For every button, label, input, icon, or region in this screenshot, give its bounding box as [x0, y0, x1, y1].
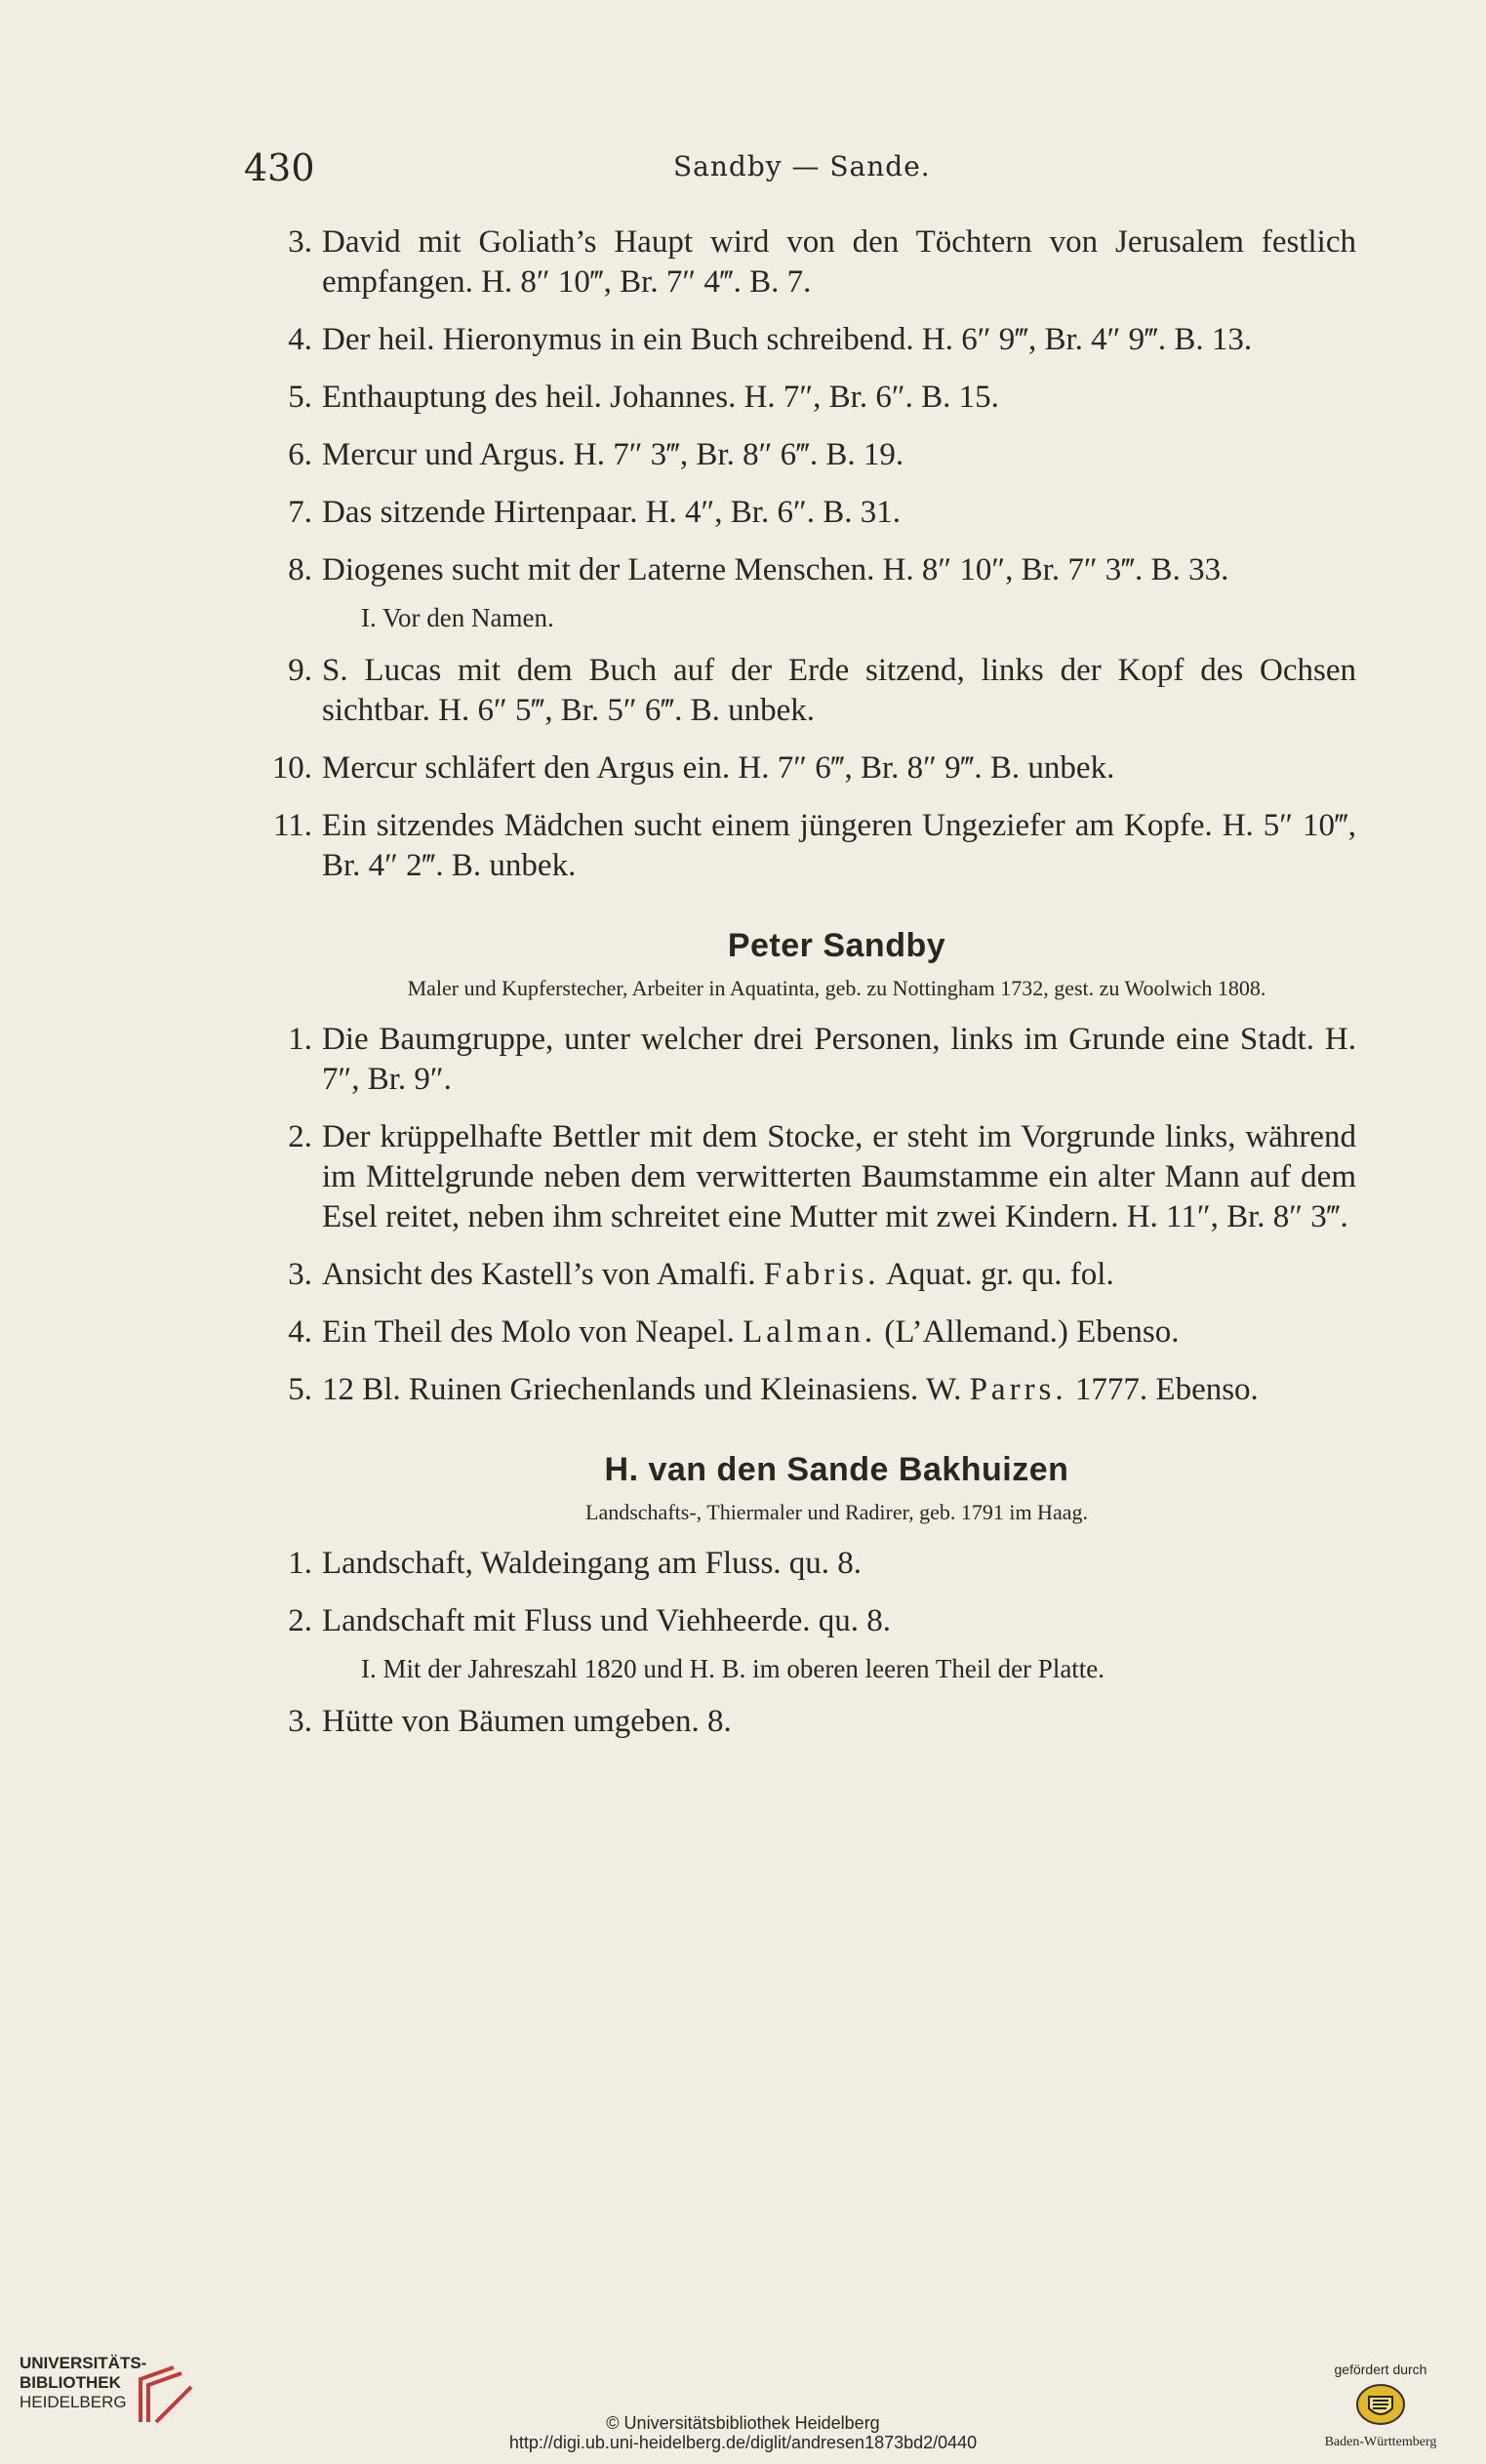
item-number: 7. — [288, 495, 312, 530]
list-item: 5. 12 Bl. Ruinen Griechenlands und Kleinasiens. W. Parrs. 1777. Ebenso. — [288, 1372, 1259, 1407]
section-title-sande-bakhuizen: H. van den Sande Bakhuizen — [604, 1451, 1069, 1488]
list-item — [259, 1020, 1356, 1100]
item-text: Landschaft mit Fluss und Viehheerde. qu. 8. — [322, 1603, 892, 1638]
footnote-a: I. Vor den Namen. — [361, 603, 554, 632]
item-number: 4. — [288, 322, 312, 357]
item-text: Das sitzende Hirtenpaar. H. 4″, Br. 6″. B. 31. — [322, 495, 901, 530]
item-number: 10. — [271, 750, 312, 786]
item-number: 3. — [288, 1704, 312, 1739]
item-number: 1. — [288, 1546, 312, 1581]
list-item — [259, 806, 1356, 886]
entry-list-sandby — [259, 1020, 1356, 1237]
list-item — [259, 550, 1356, 590]
item-text: S. Lucas mit dem Buch auf der Erde sitzend, links der Kopf des Ochsen sichtbar. H. 6″ 5‴, Br. 5″ 6‴. B. unbek. — [322, 653, 1356, 728]
running-head: Sandby — Sande. — [673, 150, 931, 182]
item-text: David mit Goliath’s Haupt wird von den Töchtern von Jerusalem festlich empfangen. H. 8″ 10‴, Br. 7″ 4‴. B. 7. — [322, 224, 1356, 300]
page-number: 430 — [244, 146, 315, 189]
source-url[interactable]: http://digi.ub.uni-heidelberg.de/diglit/andresen1873bd2/0440 — [508, 2433, 978, 2452]
item-text: Mercur schläfert den Argus ein. H. 7″ 6‴, Br. 8″ 9‴. B. unbek. — [322, 750, 1115, 786]
list-item — [259, 1117, 1356, 1237]
item-text: Enthauptung des heil. Johannes. H. 7″, Br. 6″. B. 15. — [322, 380, 999, 415]
artist-name: Fabris. — [763, 1257, 880, 1292]
entry-list-bakhuizen-cont — [259, 1702, 1356, 1742]
copyright-text: © Universitätsbibliothek Heidelberg — [606, 2413, 880, 2433]
section-subtitle-sande-bakhuizen: Landschafts-, Thiermaler und Radirer, geb. 1791 im Haag. — [585, 1500, 1088, 1524]
item-number: 6. — [288, 437, 312, 472]
item-number: 2. — [288, 1603, 312, 1638]
item-number: 9. — [288, 653, 312, 688]
item-number: 11. — [272, 808, 312, 843]
funder-block: gefördert durch Baden-Württemberg — [1324, 2362, 1437, 2449]
list-item — [259, 651, 1356, 731]
item-text: Diogenes sucht mit der Laterne Menschen. H. 8″ 10″, Br. 7″ 3‴. B. 33. — [322, 552, 1229, 587]
item-number: 8. — [288, 552, 312, 587]
list-item: 3. Ansicht des Kastell’s von Amalfi. Fabris. Aquat. gr. qu. fol. — [288, 1257, 1114, 1292]
item-number: 1. — [288, 1022, 312, 1057]
list-item — [259, 493, 1356, 533]
item-text: Ein sitzendes Mädchen sucht einem jüngeren Ungeziefer am Kopfe. H. 5″ 10‴, Br. 4″ 2‴. B. unbek. — [322, 808, 1356, 883]
section-title-peter-sandby: Peter Sandby — [727, 927, 946, 964]
artist-name: Parrs. — [969, 1372, 1067, 1407]
main-text — [259, 222, 1356, 1759]
footnote-bakhuizen: I. Mit der Jahreszahl 1820 und H. B. im oberen leeren Theil der Platte. — [361, 1654, 1105, 1683]
section-subtitle-peter-sandby: Maler und Kupferstecher, Arbeiter in Aquatinta, geb. zu Nottingham 1732, gest. zu Woolwich 1808. — [407, 976, 1266, 1000]
list-item — [259, 1702, 1356, 1742]
list-item: 4. Ein Theil des Molo von Neapel. Lalman. (L’Allemand.) Ebenso. — [288, 1314, 1180, 1350]
item-text: Der heil. Hieronymus in ein Buch schreibend. H. 6″ 9‴, Br. 4″ 9‴. B. 13. — [322, 322, 1253, 357]
item-text: Der krüppelhafte Bettler mit dem Stocke, er steht im Vorgrunde links, während im Mittelgrunde neben dem verwitterten Baumstamme ein alter Mann auf dem Esel reitet, neben ihm schreitet eine Mutter mit zwei Kindern. H. 11″, Br. 8″ 3‴. — [322, 1119, 1356, 1234]
entry-list-bakhuizen — [259, 1544, 1356, 1641]
list-item — [259, 378, 1356, 418]
page-header — [244, 146, 1366, 195]
list-item — [259, 748, 1356, 788]
footer-credits — [0, 2413, 1486, 2452]
list-item — [259, 222, 1356, 303]
artist-name: Lalman. — [743, 1314, 877, 1350]
item-number: 2. — [288, 1119, 312, 1154]
item-text: Landschaft, Waldeingang am Fluss. qu. 8. — [322, 1546, 863, 1581]
item-text: Hütte von Bäumen umgeben. 8. — [322, 1704, 732, 1739]
item-number: 3. — [288, 224, 312, 260]
library-logo-text[interactable]: UNIVERSITÄTS- BIBLIOTHEK HEIDELBERG — [20, 2354, 147, 2411]
list-item — [259, 320, 1356, 360]
item-text: Die Baumgruppe, unter welcher drei Personen, links im Grunde eine Stadt. H. 7″, Br. 9″. — [322, 1022, 1356, 1097]
item-text: Mercur und Argus. H. 7″ 3‴, Br. 8″ 6‴. B. 19. — [322, 437, 904, 472]
list-item — [259, 1601, 1356, 1641]
list-item — [259, 435, 1356, 475]
entry-list-a — [259, 222, 1356, 590]
item-number: 5. — [288, 380, 312, 415]
entry-list-b — [259, 651, 1356, 886]
list-item — [259, 1544, 1356, 1584]
coat-of-arms-icon — [1355, 2383, 1406, 2426]
